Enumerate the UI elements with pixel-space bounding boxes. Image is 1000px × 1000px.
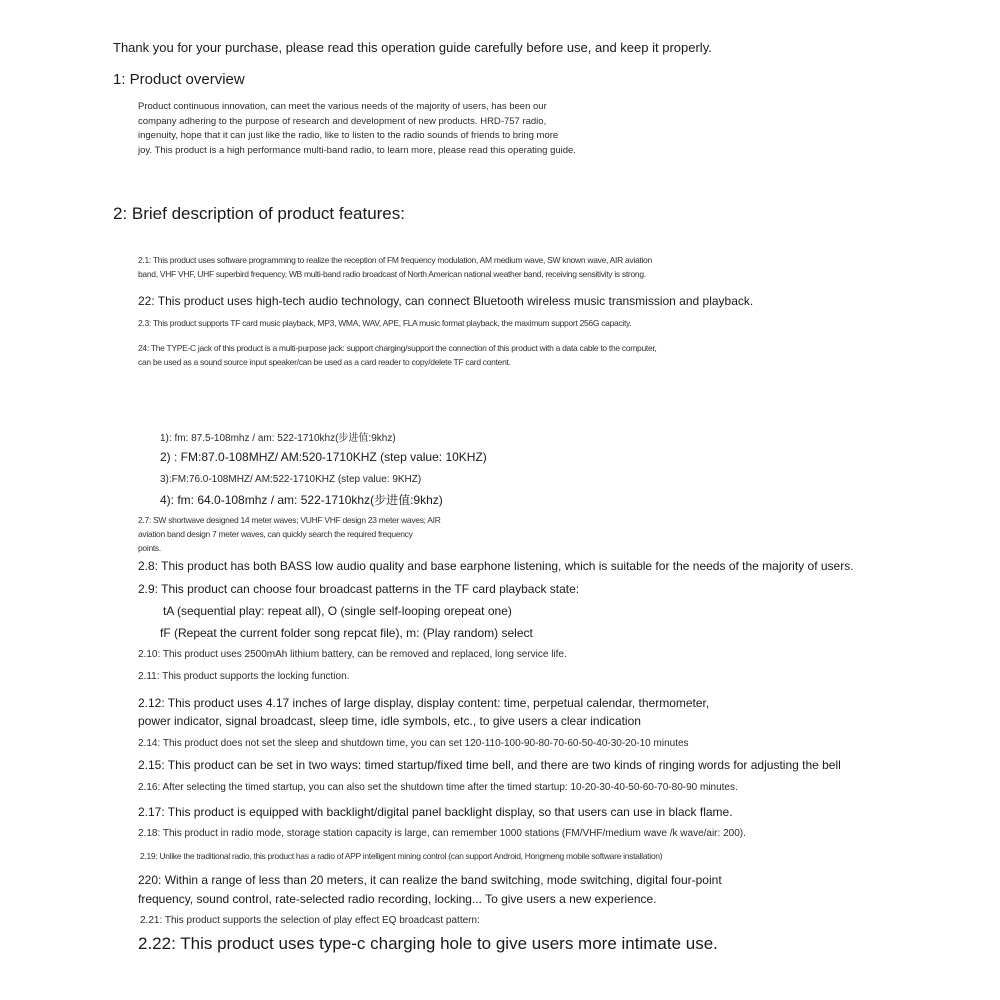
overview-line: joy. This product is a high performance multi-band radio, to learn more, please read this operating guide. bbox=[138, 145, 576, 157]
feature-2-20-line1: 220: Within a range of less than 20 meters, it can realize the band switching, mode switching, digital four-point bbox=[138, 873, 722, 887]
feature-2-4-line2: can be used as a sound source input speaker/can be used as a card reader to copy/delete TF card content. bbox=[138, 357, 511, 367]
feature-2-9-modes-a: tA (sequential play: repeat all), O (single self-looping orepeat one) bbox=[163, 604, 512, 618]
feature-2-7-line1: 2.7: SW shortwave designed 14 meter waves; VUHF VHF design 23 meter waves; AIR bbox=[138, 515, 441, 525]
feature-2-22: 2.22: This product uses type-c charging hole to give users more intimate use. bbox=[138, 934, 718, 953]
feature-2-1-line2: band, VHF VHF, UHF superbird frequency, WB multi-band radio broadcast of North American national weather band, receiving sensitivity is strong. bbox=[138, 269, 646, 279]
feature-2-17: 2.17: This product is equipped with backlight/digital panel backlight display, so that users can use in black flame. bbox=[138, 805, 733, 819]
feature-2-10: 2.10: This product uses 2500mAh lithium battery, can be removed and replaced, long service life. bbox=[138, 649, 567, 660]
feature-2-16: 2.16: After selecting the timed startup, you can also set the shutdown time after the timed startup: 10-20-30-40-50-60-70-80-90 minutes. bbox=[138, 782, 738, 793]
feature-2-19: 2.19: Unlike the traditional radio, this product has a radio of APP intelligent mining control (can support Android, Hongmeng mobile software installation) bbox=[140, 851, 663, 861]
feature-2-4-line1: 24: The TYPE-C jack of this product is a multi-purpose jack: support charging/support the connection of this product with a data cable to the computer, bbox=[138, 343, 657, 353]
section-1-heading: 1: Product overview bbox=[113, 71, 245, 88]
feature-2-20-line2: frequency, sound control, rate-selected radio recording, locking... To give users a new experience. bbox=[138, 892, 657, 906]
feature-2-18: 2.18: This product in radio mode, storage station capacity is large, can remember 1000 stations (FM/VHF/medium wave /k wave/air: 200). bbox=[138, 828, 746, 839]
overview-line: ingenuity, hope that it can just like the radio, like to listen to the radio sounds of friends to bring more bbox=[138, 130, 559, 142]
band-option-4: 4): fm: 64.0-108mhz / am: 522-1710khz(步进值:9khz) bbox=[160, 493, 443, 507]
feature-2-12-line2: power indicator, signal broadcast, sleep time, idle symbols, etc., to give users a clear indication bbox=[138, 714, 641, 728]
intro-text: Thank you for your purchase, please read this operation guide carefully before use, and keep it properly. bbox=[113, 40, 712, 55]
feature-2-12-line1: 2.12: This product uses 4.17 inches of large display, display content: time, perpetual calendar, thermometer, bbox=[138, 696, 710, 710]
feature-2-15: 2.15: This product can be set in two ways: timed startup/fixed time bell, and there are two kinds of ringing words for adjusting the bell bbox=[138, 758, 841, 772]
product-overview-paragraph bbox=[138, 100, 576, 159]
feature-2-14: 2.14: This product does not set the sleep and shutdown time, you can set 120-110-100-90-80-70-60-50-40-30-20-10 minutes bbox=[138, 738, 689, 749]
overview-line: company adhering to the purpose of research and development of new products. HRD-757 radio, bbox=[138, 115, 547, 127]
feature-2-9: 2.9: This product can choose four broadcast patterns in the TF card playback state: bbox=[138, 582, 580, 596]
band-option-1: 1): fm: 87.5-108mhz / am: 522-1710khz(步进值:9khz) bbox=[160, 433, 396, 444]
feature-2-2: 22: This product uses high-tech audio technology, can connect Bluetooth wireless music transmission and playback. bbox=[138, 294, 754, 308]
feature-2-3: 2.3: This product supports TF card music playback, MP3, WMA, WAV, APE, FLA music format playback, the maximum support 256G capacity. bbox=[138, 318, 632, 328]
feature-2-7-line2: aviation band design 7 meter waves, can quickly search the required frequency bbox=[138, 529, 413, 539]
overview-line: Product continuous innovation, can meet the various needs of the majority of users, has been our bbox=[138, 101, 547, 112]
feature-2-9-modes-b: fF (Repeat the current folder song repcat file), m: (Play random) select bbox=[160, 626, 533, 640]
band-option-2: 2) : FM:87.0-108MHZ/ AM:520-1710KHZ (step value: 10KHZ) bbox=[160, 450, 487, 464]
feature-2-11: 2.11: This product supports the locking function. bbox=[138, 671, 350, 682]
feature-2-1-line1: 2.1: This product uses software programming to realize the reception of FM frequency modulation, AM medium wave, SW known wave, AIR aviation bbox=[138, 255, 652, 265]
feature-2-8: 2.8: This product has both BASS low audio quality and base earphone listening, which is suitable for the needs of the majority of users. bbox=[138, 559, 854, 573]
feature-2-7-line3: points. bbox=[138, 543, 161, 553]
section-2-heading: 2: Brief description of product features: bbox=[113, 204, 405, 223]
band-option-3: 3):FM:76.0-108MHZ/ AM:522-1710KHZ (step value: 9KHZ) bbox=[160, 474, 422, 485]
feature-2-21: 2.21: This product supports the selection of play effect EQ broadcast pattern: bbox=[140, 915, 480, 926]
